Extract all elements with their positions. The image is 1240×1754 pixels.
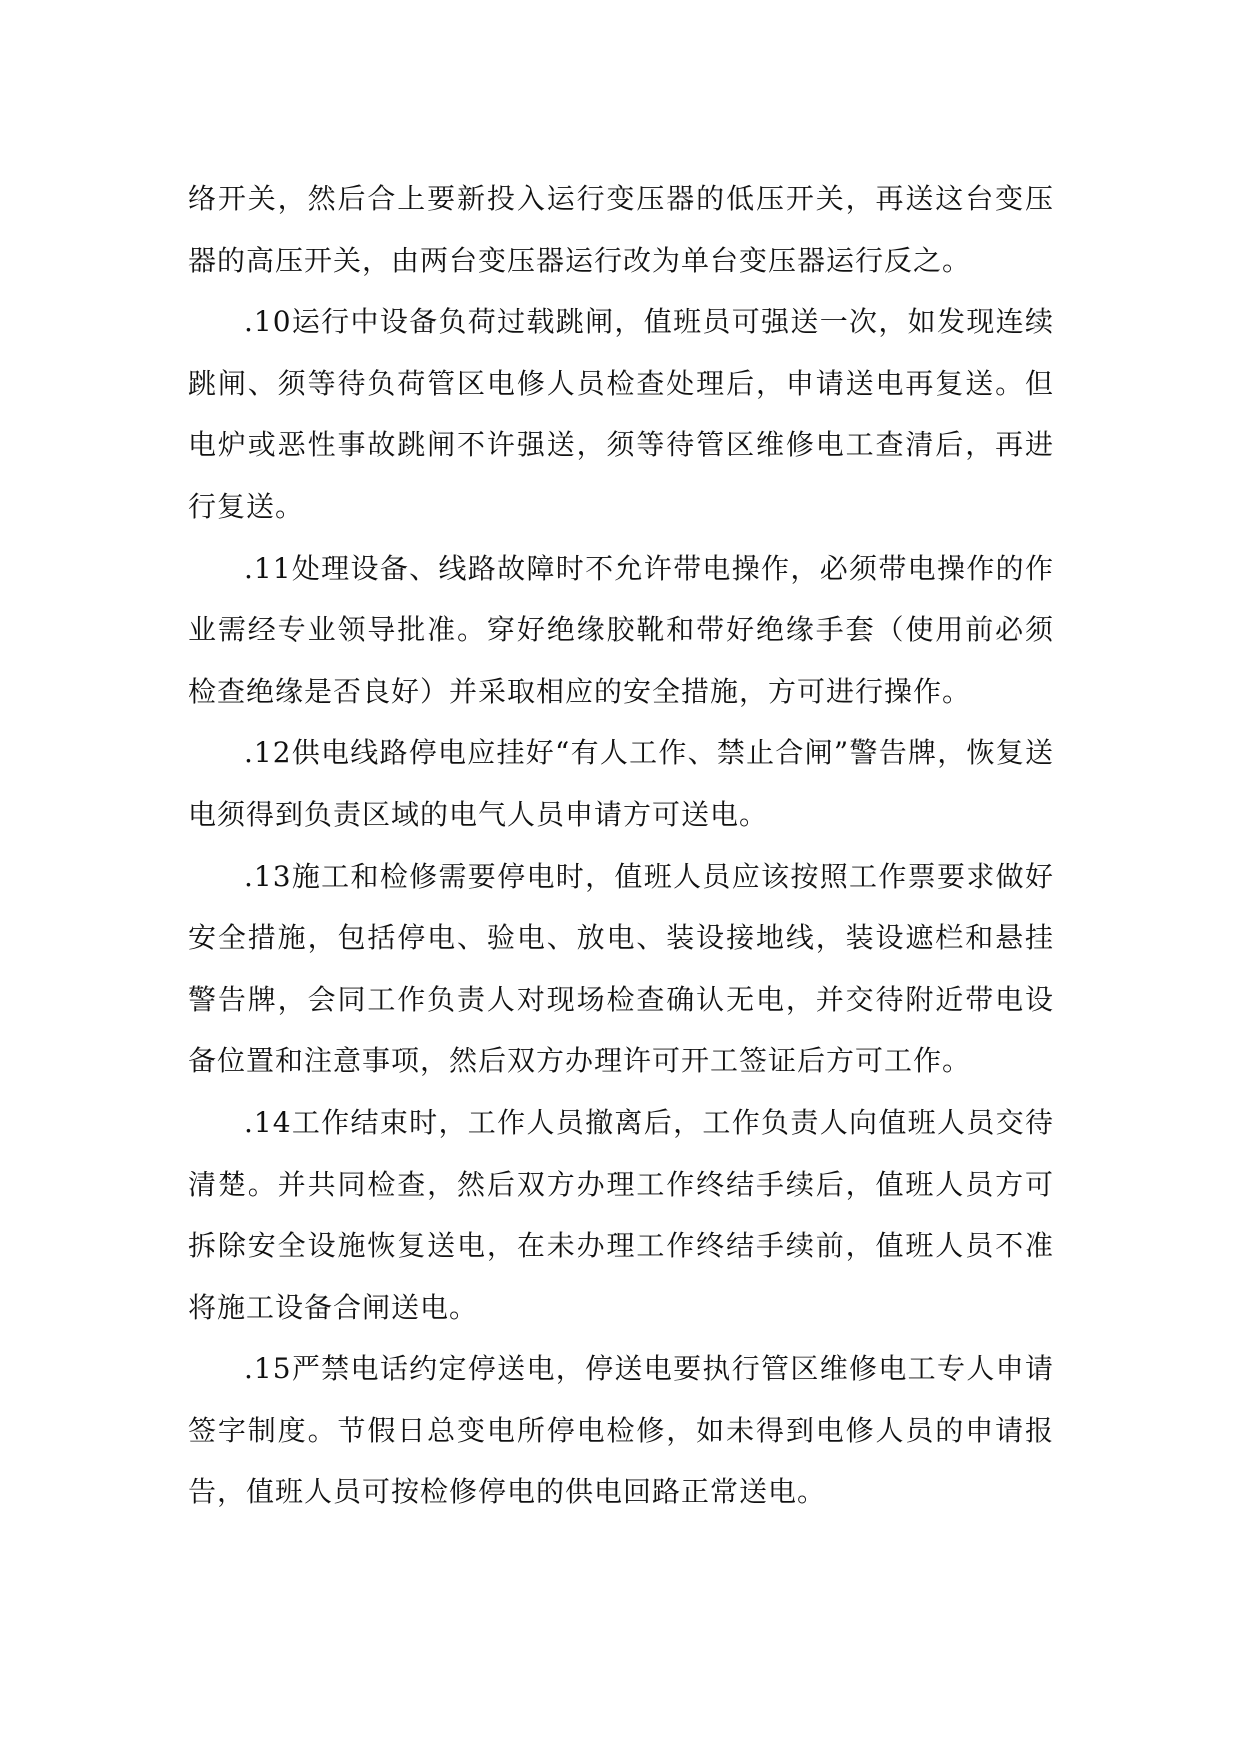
document-body <box>188 168 1054 1523</box>
paragraph-item-15: .15严禁电话约定停送电，停送电要执行管区维修电工专人申请签字制度。节假日总变电所停电检修，如未得到电修人员的申请报告，值班人员可按检修停电的供电回路正常送电。 <box>188 1352 1054 1509</box>
paragraph-item-10: .10运行中设备负荷过载跳闸，值班员可强送一次，如发现连续跳闸、须等待负荷管区电修人员检查处理后，申请送电再复送。但电炉或恶性事故跳闸不许强送，须等待管区维修电工查清后，再进行复送。 <box>188 305 1054 523</box>
paragraph-item-11: .11处理设备、线路故障时不允许带电操作，必须带电操作的作业需经专业领导批准。穿好绝缘胶靴和带好绝缘手套（使用前必须检查绝缘是否良好）并采取相应的安全措施，方可进行操作。 <box>188 551 1054 708</box>
paragraph-item-14: .14工作结束时，工作人员撤离后，工作负责人向值班人员交待清楚。并共同检查，然后双方办理工作终结手续后，值班人员方可拆除安全设施恢复送电，在未办理工作终结手续前，值班人员不准将施工设备合闸送电。 <box>188 1105 1054 1324</box>
paragraph-continuation: 络开关，然后合上要新投入运行变压器的低压开关，再送这台变压器的高压开关，由两台变压器运行改为单台变压器运行反之。 <box>188 182 1054 277</box>
paragraph-item-12: .12供电线路停电应挂好“有人工作、禁止合闸”警告牌，恢复送电须得到负责区域的电气人员申请方可送电。 <box>188 736 1054 831</box>
paragraph-item-13: .13施工和检修需要停电时，值班人员应该按照工作票要求做好安全措施，包括停电、验电、放电、装设接地线，装设遮栏和悬挂警告牌，会同工作负责人对现场检查确认无电，并交待附近带电设备位置和注意事项，然后双方办理许可开工签证后方可工作。 <box>188 859 1054 1078</box>
